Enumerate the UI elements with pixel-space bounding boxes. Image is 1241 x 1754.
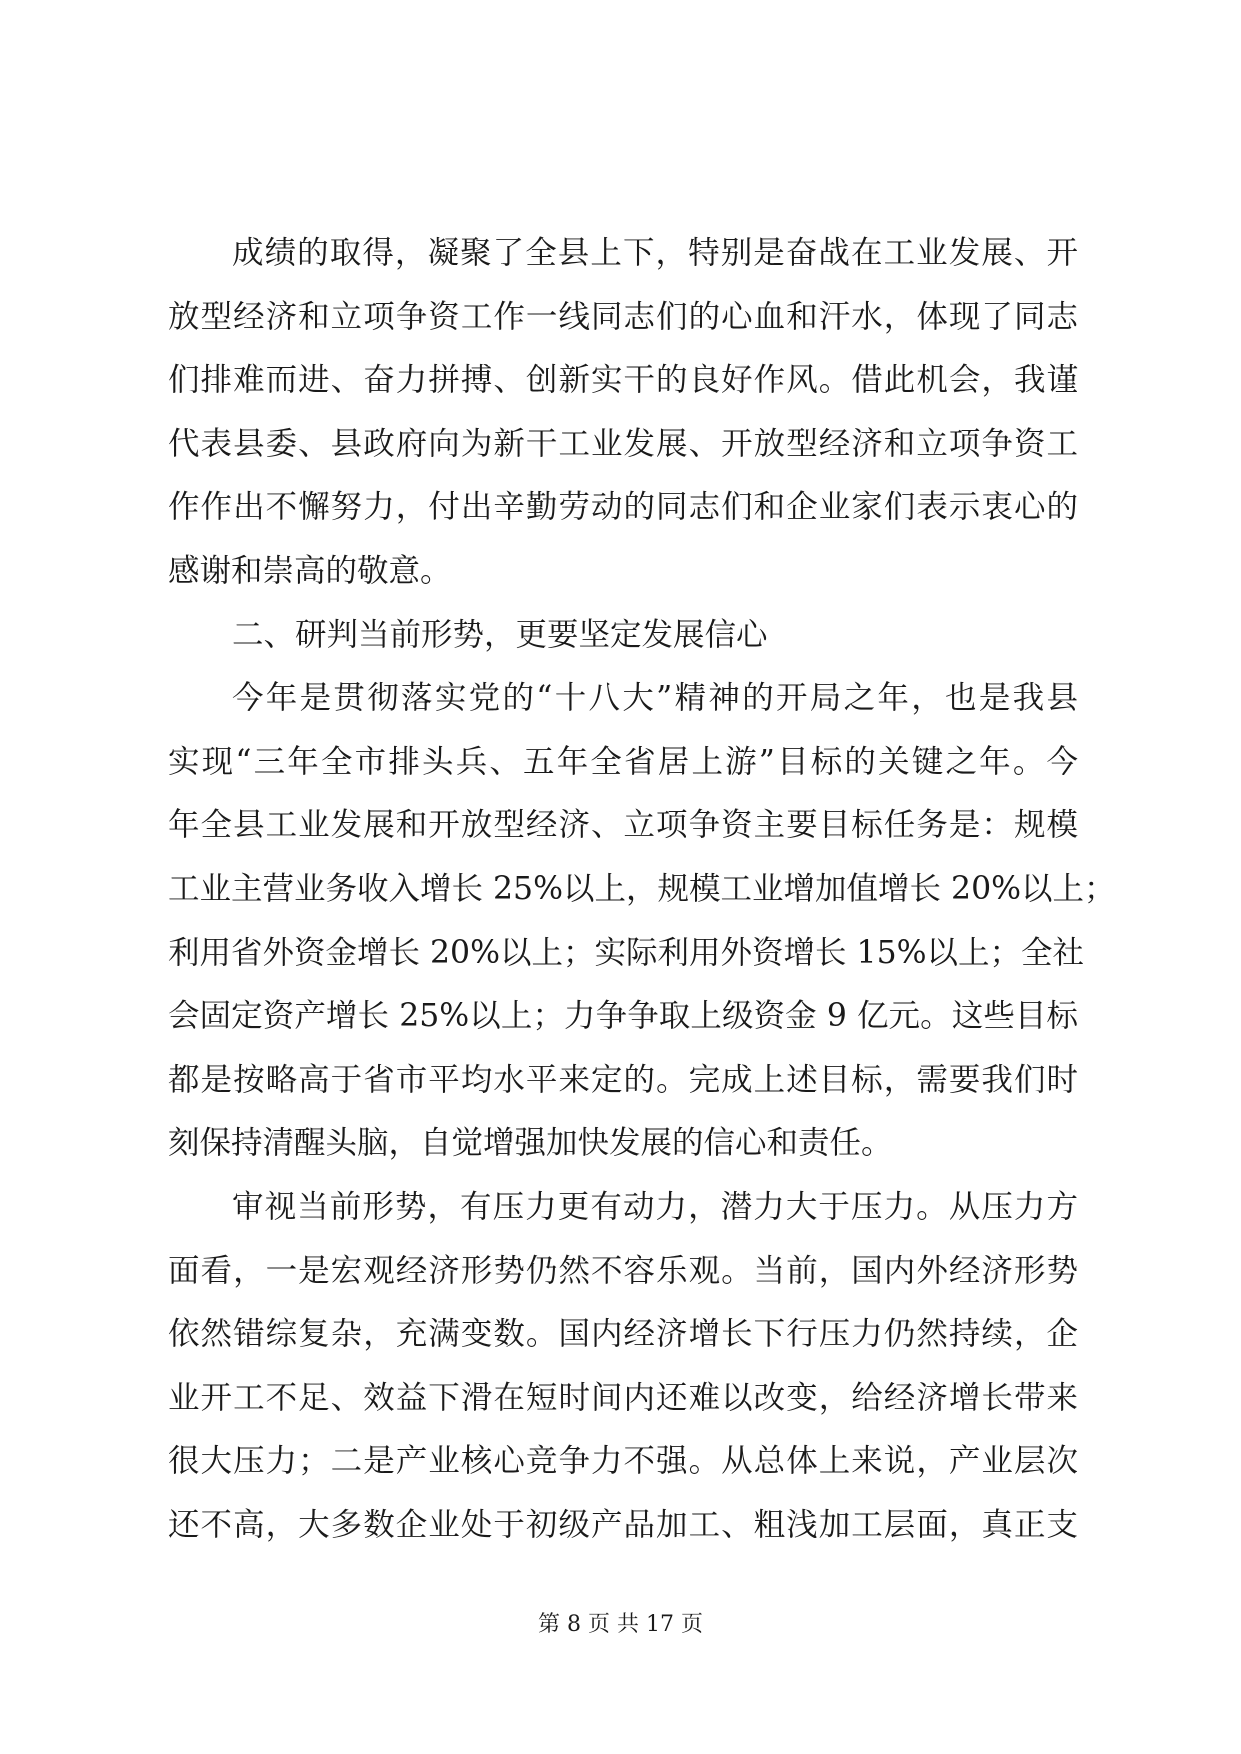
paragraph-1-line-6: 感谢和崇高的敬意。 bbox=[168, 552, 452, 589]
paragraph-4-line-2: 面看，一是宏观经济形势仍然不容乐观。当前，国内外经济形势 bbox=[168, 1252, 1078, 1289]
body-text bbox=[168, 222, 1116, 1557]
paragraph-3-line-5: 利用省外资金增长 20%以上；实际利用外资增长 15%以上；全社 bbox=[168, 934, 1085, 971]
paragraph-3-line-6: 会固定资产增长 25%以上；力争争取上级资金 9 亿元。这些目标 bbox=[168, 998, 1078, 1035]
paragraph-1-line-4: 代表县委、县政府向为新干工业发展、开放型经济和立项争资工 bbox=[168, 425, 1078, 462]
page-number-footer: 第 8 页 共 17 页 bbox=[538, 1612, 703, 1637]
paragraph-3-line-2: 实现“三年全市排头兵、五年全省居上游”目标的关键之年。今 bbox=[168, 743, 1078, 780]
paragraph-3-line-7: 都是按略高于省市平均水平来定的。完成上述目标，需要我们时 bbox=[168, 1061, 1078, 1098]
paragraph-1-line-1: 成绩的取得，凝聚了全县上下，特别是奋战在工业发展、开 bbox=[232, 235, 1078, 271]
paragraph-4-line-5: 很大压力；二是产业核心竞争力不强。从总体上来说，产业层次 bbox=[168, 1443, 1078, 1480]
paragraph-4-line-4: 业开工不足、效益下滑在短时间内还难以改变，给经济增长带来 bbox=[168, 1379, 1078, 1416]
paragraph-3-line-4: 工业主营业务收入增长 25%以上，规模工业增加值增长 20%以上； bbox=[168, 870, 1116, 907]
paragraph-1-line-5: 作作出不懈努力，付出辛勤劳动的同志们和企业家们表示衷心的 bbox=[168, 489, 1078, 526]
paragraph-3-line-1: 今年是贯彻落实党的“十八大”精神的开局之年，也是我县 bbox=[232, 680, 1078, 717]
paragraph-1-line-2: 放型经济和立项争资工作一线同志们的心血和汗水，体现了同志 bbox=[168, 298, 1078, 335]
section-heading: 二、研判当前形势，更要坚定发展信心 bbox=[232, 616, 768, 653]
paragraph-4-line-3: 依然错综复杂，充满变数。国内经济增长下行压力仍然持续，企 bbox=[168, 1316, 1078, 1353]
paragraph-4-line-6: 还不高，大多数企业处于初级产品加工、粗浅加工层面，真正支 bbox=[168, 1506, 1078, 1543]
paragraph-3-line-8: 刻保持清醒头脑，自觉增强加快发展的信心和责任。 bbox=[168, 1125, 893, 1162]
paragraph-3-line-3: 年全县工业发展和开放型经济、立项争资主要目标任务是：规模 bbox=[168, 807, 1078, 844]
paragraph-4-line-1: 审视当前形势，有压力更有动力，潜力大于压力。从压力方 bbox=[232, 1188, 1078, 1225]
paragraph-1-line-3: 们排难而进、奋力拼搏、创新实干的良好作风。借此机会，我谨 bbox=[168, 362, 1078, 399]
